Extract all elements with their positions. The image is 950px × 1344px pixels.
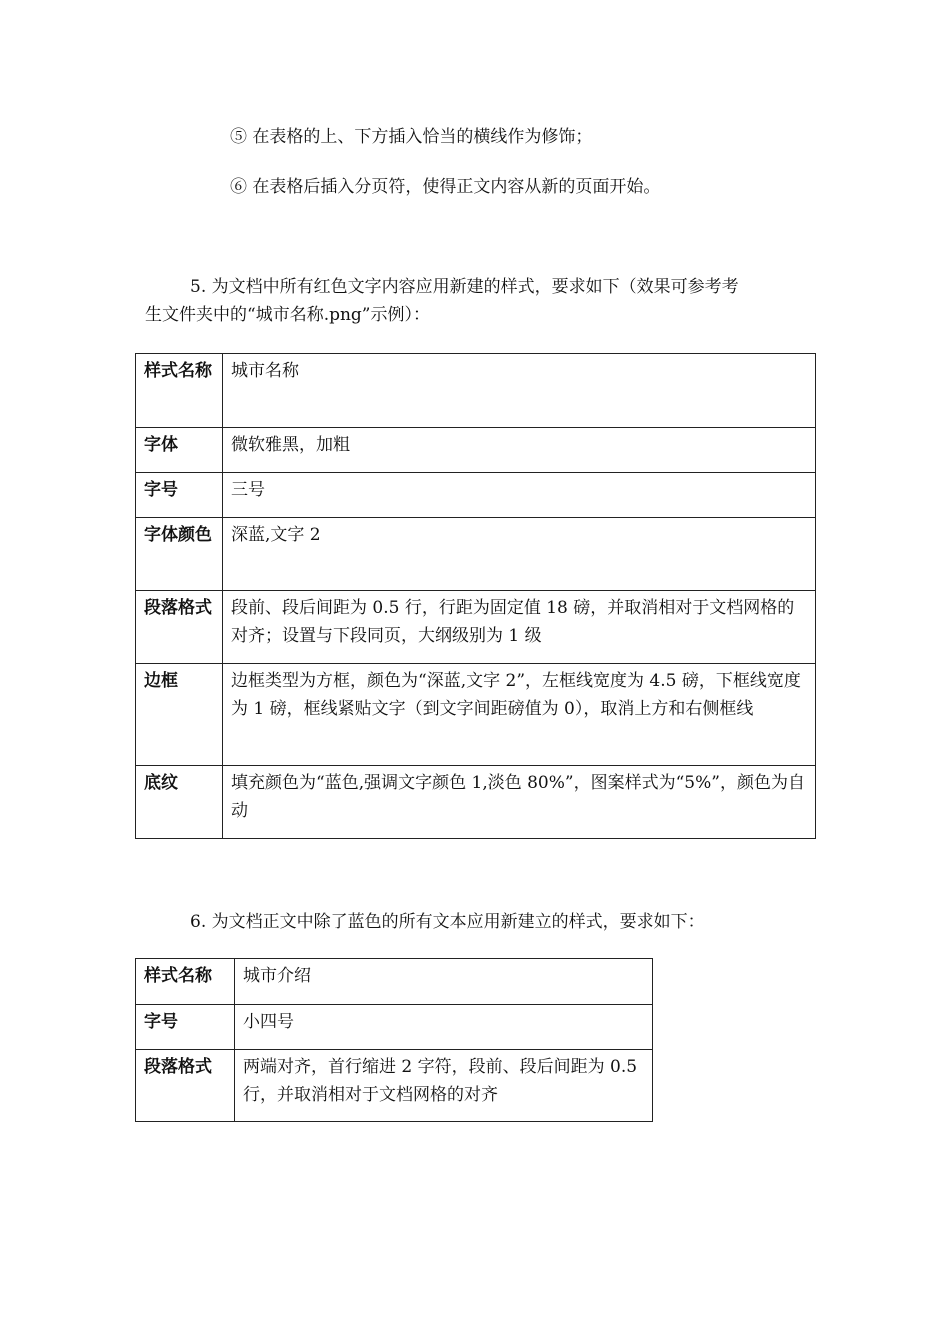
step-5-instruction-line-1: 5. 为文档中所有红色文字内容应用新建的样式，要求如下（效果可参考考 [190, 277, 739, 297]
border-value: 边框类型为方框，颜色为“深蓝,文字 2”，左框线宽度为 4.5 磅，下框线宽度为 1 磅，框线紧贴文字（到文字间距磅值为 0），取消上方和右侧框线 [223, 664, 816, 766]
table-row [136, 766, 816, 839]
font-size-label: 字号 [136, 473, 223, 518]
font-size-value: 小四号 [235, 1005, 653, 1050]
style-name-value: 城市名称 [223, 354, 816, 428]
table-row [136, 664, 816, 766]
table-row [136, 591, 816, 664]
step-5-instruction-line-2: 生文件夹中的“城市名称.png”示例）： [145, 305, 430, 325]
list-item-5: ⑤ 在表格的上、下方插入恰当的横线作为修饰； [230, 127, 593, 147]
table-row [136, 959, 653, 1005]
font-color-value: 深蓝,文字 2 [223, 518, 816, 591]
font-color-label: 字体颜色 [136, 518, 223, 591]
font-size-value: 三号 [223, 473, 816, 518]
font-size-label: 字号 [136, 1005, 235, 1050]
step-6-instruction: 6. 为文档正文中除了蓝色的所有文本应用新建立的样式，要求如下： [190, 912, 705, 932]
shading-value: 填充颜色为“蓝色,强调文字颜色 1,淡色 80%”，图案样式为“5%”，颜色为自动 [223, 766, 816, 839]
table-row [136, 518, 816, 591]
font-value: 微软雅黑，加粗 [223, 428, 816, 473]
city-name-style-table [135, 353, 816, 839]
border-label: 边框 [136, 664, 223, 766]
table-row [136, 1005, 653, 1050]
paragraph-format-value: 段前、段后间距为 0.5 行，行距为固定值 18 磅，并取消相对于文档网格的对齐；设置与下段同页，大纲级别为 1 级 [223, 591, 816, 664]
style-name-label: 样式名称 [136, 959, 235, 1005]
table-row [136, 1050, 653, 1122]
table-row [136, 354, 816, 428]
style-name-label: 样式名称 [136, 354, 223, 428]
paragraph-format-value: 两端对齐，首行缩进 2 字符，段前、段后间距为 0.5 行，并取消相对于文档网格的对齐 [235, 1050, 653, 1122]
style-name-value: 城市介绍 [235, 959, 653, 1005]
paragraph-format-label: 段落格式 [136, 1050, 235, 1122]
table-row [136, 428, 816, 473]
list-item-6: ⑥ 在表格后插入分页符，使得正文内容从新的页面开始。 [230, 177, 661, 197]
shading-label: 底纹 [136, 766, 223, 839]
table-row [136, 473, 816, 518]
paragraph-format-label: 段落格式 [136, 591, 223, 664]
city-intro-style-table [135, 958, 653, 1122]
font-label: 字体 [136, 428, 223, 473]
